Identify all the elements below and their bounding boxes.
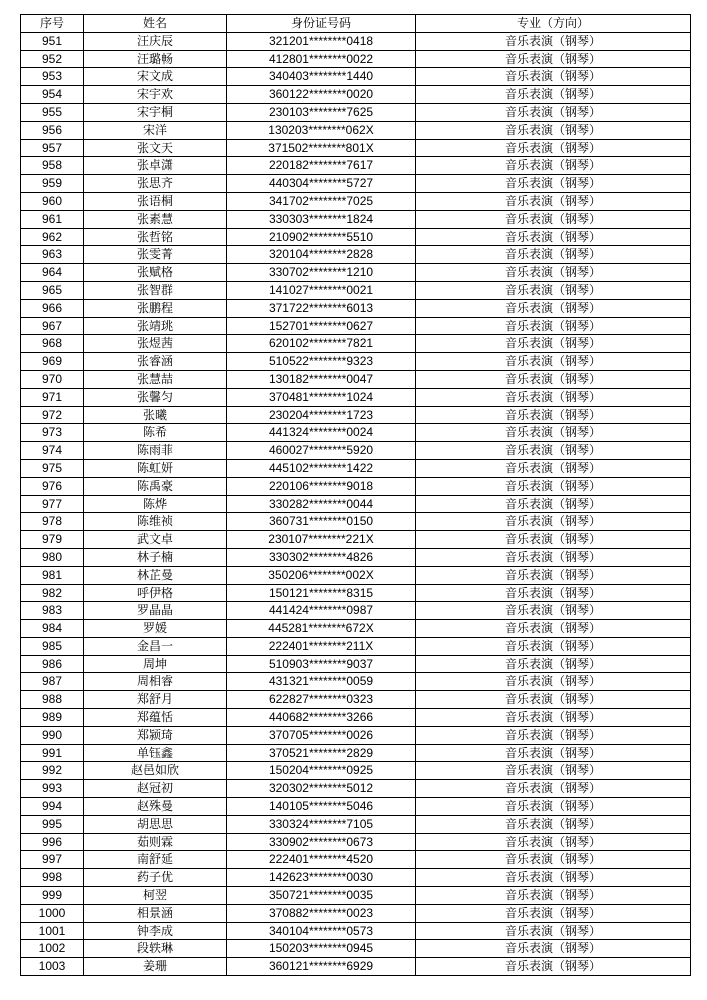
cell-name: 张靖珧 — [84, 317, 227, 335]
cell-major: 音乐表演（钢琴） — [416, 281, 691, 299]
cell-id-number: 340403********1440 — [227, 68, 416, 86]
cell-name: 单钰鑫 — [84, 744, 227, 762]
cell-seq: 960 — [21, 192, 84, 210]
cell-name: 陈维祯 — [84, 513, 227, 531]
cell-id-number: 441424********0987 — [227, 602, 416, 620]
cell-major: 音乐表演（钢琴） — [416, 620, 691, 638]
header-seq: 序号 — [21, 15, 84, 33]
table-row — [21, 655, 691, 673]
cell-id-number: 141027********0021 — [227, 281, 416, 299]
cell-seq: 998 — [21, 869, 84, 887]
cell-seq: 969 — [21, 353, 84, 371]
table-row — [21, 726, 691, 744]
cell-seq: 951 — [21, 32, 84, 50]
cell-name: 罗媛 — [84, 620, 227, 638]
cell-major: 音乐表演（钢琴） — [416, 353, 691, 371]
cell-major: 音乐表演（钢琴） — [416, 442, 691, 460]
cell-seq: 964 — [21, 264, 84, 282]
table-row — [21, 637, 691, 655]
table-row — [21, 370, 691, 388]
cell-id-number: 370882********0023 — [227, 904, 416, 922]
cell-seq: 1001 — [21, 922, 84, 940]
cell-name: 茹则霖 — [84, 833, 227, 851]
cell-name: 周相睿 — [84, 673, 227, 691]
cell-seq: 987 — [21, 673, 84, 691]
cell-id-number: 330702********1210 — [227, 264, 416, 282]
table-row — [21, 815, 691, 833]
cell-seq: 991 — [21, 744, 84, 762]
table-row — [21, 744, 691, 762]
table-row — [21, 50, 691, 68]
table-row — [21, 86, 691, 104]
table-body — [21, 32, 691, 975]
cell-major: 音乐表演（钢琴） — [416, 335, 691, 353]
cell-seq: 986 — [21, 655, 84, 673]
cell-name: 汪璐畅 — [84, 50, 227, 68]
table-row — [21, 851, 691, 869]
cell-major: 音乐表演（钢琴） — [416, 192, 691, 210]
cell-seq: 983 — [21, 602, 84, 620]
cell-seq: 953 — [21, 68, 84, 86]
cell-name: 南舒延 — [84, 851, 227, 869]
cell-major: 音乐表演（钢琴） — [416, 210, 691, 228]
cell-id-number: 360731********0150 — [227, 513, 416, 531]
cell-major: 音乐表演（钢琴） — [416, 50, 691, 68]
cell-seq: 967 — [21, 317, 84, 335]
cell-name: 柯翌 — [84, 887, 227, 905]
table-header-row — [21, 15, 691, 33]
cell-name: 张文天 — [84, 139, 227, 157]
cell-name: 张慧喆 — [84, 370, 227, 388]
cell-seq: 972 — [21, 406, 84, 424]
cell-seq: 1002 — [21, 940, 84, 958]
cell-major: 音乐表演（钢琴） — [416, 637, 691, 655]
cell-id-number: 140105********5046 — [227, 798, 416, 816]
cell-seq: 979 — [21, 531, 84, 549]
cell-id-number: 510903********9037 — [227, 655, 416, 673]
cell-name: 周坤 — [84, 655, 227, 673]
table-row — [21, 584, 691, 602]
cell-major: 音乐表演（钢琴） — [416, 691, 691, 709]
cell-seq: 955 — [21, 103, 84, 121]
cell-id-number: 320104********2828 — [227, 246, 416, 264]
cell-seq: 995 — [21, 815, 84, 833]
cell-name: 张睿涵 — [84, 353, 227, 371]
cell-seq: 957 — [21, 139, 84, 157]
table-row — [21, 566, 691, 584]
cell-seq: 952 — [21, 50, 84, 68]
cell-id-number: 370521********2829 — [227, 744, 416, 762]
cell-id-number: 360122********0020 — [227, 86, 416, 104]
cell-name: 赵邑如欣 — [84, 762, 227, 780]
cell-seq: 958 — [21, 157, 84, 175]
cell-name: 宋宇欢 — [84, 86, 227, 104]
cell-seq: 956 — [21, 121, 84, 139]
cell-seq: 982 — [21, 584, 84, 602]
table-row — [21, 762, 691, 780]
cell-major: 音乐表演（钢琴） — [416, 798, 691, 816]
cell-major: 音乐表演（钢琴） — [416, 317, 691, 335]
cell-id-number: 210902********5510 — [227, 228, 416, 246]
cell-seq: 985 — [21, 637, 84, 655]
table-row — [21, 459, 691, 477]
cell-major: 音乐表演（钢琴） — [416, 388, 691, 406]
cell-major: 音乐表演（钢琴） — [416, 655, 691, 673]
cell-name: 罗晶晶 — [84, 602, 227, 620]
cell-seq: 968 — [21, 335, 84, 353]
cell-name: 林子楠 — [84, 548, 227, 566]
table-row — [21, 353, 691, 371]
cell-id-number: 330303********1824 — [227, 210, 416, 228]
table-row — [21, 709, 691, 727]
cell-name: 郑蕴恬 — [84, 709, 227, 727]
table-row — [21, 887, 691, 905]
cell-name: 张馨匀 — [84, 388, 227, 406]
cell-id-number: 360121********6929 — [227, 958, 416, 976]
cell-id-number: 340104********0573 — [227, 922, 416, 940]
cell-seq: 975 — [21, 459, 84, 477]
cell-id-number: 230107********221X — [227, 531, 416, 549]
cell-major: 音乐表演（钢琴） — [416, 139, 691, 157]
table-row — [21, 620, 691, 638]
cell-id-number: 445281********672X — [227, 620, 416, 638]
cell-name: 陈烨 — [84, 495, 227, 513]
cell-seq: 962 — [21, 228, 84, 246]
table-row — [21, 317, 691, 335]
cell-name: 武文卓 — [84, 531, 227, 549]
table-row — [21, 157, 691, 175]
cell-major: 音乐表演（钢琴） — [416, 103, 691, 121]
cell-major: 音乐表演（钢琴） — [416, 940, 691, 958]
cell-name: 张思齐 — [84, 175, 227, 193]
cell-id-number: 440304********5727 — [227, 175, 416, 193]
cell-seq: 992 — [21, 762, 84, 780]
cell-seq: 980 — [21, 548, 84, 566]
table-row — [21, 299, 691, 317]
cell-name: 汪庆辰 — [84, 32, 227, 50]
cell-major: 音乐表演（钢琴） — [416, 887, 691, 905]
cell-seq: 1000 — [21, 904, 84, 922]
table-row — [21, 139, 691, 157]
cell-name: 金昌一 — [84, 637, 227, 655]
table-row — [21, 548, 691, 566]
cell-id-number: 445102********1422 — [227, 459, 416, 477]
cell-name: 林芷曼 — [84, 566, 227, 584]
table-row — [21, 228, 691, 246]
table-row — [21, 406, 691, 424]
table-row — [21, 904, 691, 922]
cell-major: 音乐表演（钢琴） — [416, 566, 691, 584]
cell-id-number: 620102********7821 — [227, 335, 416, 353]
cell-major: 音乐表演（钢琴） — [416, 780, 691, 798]
cell-major: 音乐表演（钢琴） — [416, 584, 691, 602]
cell-major: 音乐表演（钢琴） — [416, 121, 691, 139]
cell-name: 张语桐 — [84, 192, 227, 210]
cell-major: 音乐表演（钢琴） — [416, 246, 691, 264]
table-row — [21, 175, 691, 193]
cell-seq: 959 — [21, 175, 84, 193]
table-row — [21, 477, 691, 495]
table-row — [21, 103, 691, 121]
table-row — [21, 673, 691, 691]
cell-id-number: 370705********0026 — [227, 726, 416, 744]
cell-seq: 994 — [21, 798, 84, 816]
cell-seq: 977 — [21, 495, 84, 513]
cell-name: 张鹏程 — [84, 299, 227, 317]
cell-id-number: 150121********8315 — [227, 584, 416, 602]
table-row — [21, 192, 691, 210]
cell-name: 张煜茜 — [84, 335, 227, 353]
cell-id-number: 371502********801X — [227, 139, 416, 157]
cell-name: 姜珊 — [84, 958, 227, 976]
table-row — [21, 246, 691, 264]
table-row — [21, 442, 691, 460]
cell-seq: 973 — [21, 424, 84, 442]
table-row — [21, 940, 691, 958]
cell-name: 钟李成 — [84, 922, 227, 940]
table-row — [21, 798, 691, 816]
cell-name: 赵殊曼 — [84, 798, 227, 816]
cell-major: 音乐表演（钢琴） — [416, 406, 691, 424]
cell-id-number: 222401********211X — [227, 637, 416, 655]
cell-major: 音乐表演（钢琴） — [416, 157, 691, 175]
cell-name: 张曦 — [84, 406, 227, 424]
table-row — [21, 335, 691, 353]
cell-name: 呼伊格 — [84, 584, 227, 602]
cell-seq: 965 — [21, 281, 84, 299]
cell-major: 音乐表演（钢琴） — [416, 833, 691, 851]
cell-id-number: 622827********0323 — [227, 691, 416, 709]
cell-seq: 996 — [21, 833, 84, 851]
cell-major: 音乐表演（钢琴） — [416, 175, 691, 193]
cell-major: 音乐表演（钢琴） — [416, 299, 691, 317]
cell-name: 张智群 — [84, 281, 227, 299]
cell-major: 音乐表演（钢琴） — [416, 548, 691, 566]
cell-seq: 978 — [21, 513, 84, 531]
student-list-table — [20, 14, 691, 976]
cell-major: 音乐表演（钢琴） — [416, 68, 691, 86]
document-page — [20, 14, 686, 976]
cell-name: 陈禹豪 — [84, 477, 227, 495]
cell-seq: 966 — [21, 299, 84, 317]
cell-name: 郑颍琦 — [84, 726, 227, 744]
cell-id-number: 371722********6013 — [227, 299, 416, 317]
cell-major: 音乐表演（钢琴） — [416, 531, 691, 549]
cell-major: 音乐表演（钢琴） — [416, 264, 691, 282]
table-row — [21, 495, 691, 513]
cell-id-number: 341702********7025 — [227, 192, 416, 210]
table-row — [21, 281, 691, 299]
cell-major: 音乐表演（钢琴） — [416, 709, 691, 727]
cell-id-number: 220182********7617 — [227, 157, 416, 175]
cell-major: 音乐表演（钢琴） — [416, 673, 691, 691]
cell-name: 宋宇桐 — [84, 103, 227, 121]
table-row — [21, 424, 691, 442]
cell-seq: 997 — [21, 851, 84, 869]
cell-id-number: 320302********5012 — [227, 780, 416, 798]
cell-name: 张雯菁 — [84, 246, 227, 264]
cell-major: 音乐表演（钢琴） — [416, 904, 691, 922]
cell-id-number: 412801********0022 — [227, 50, 416, 68]
cell-major: 音乐表演（钢琴） — [416, 851, 691, 869]
cell-id-number: 431321********0059 — [227, 673, 416, 691]
cell-major: 音乐表演（钢琴） — [416, 459, 691, 477]
cell-id-number: 150204********0925 — [227, 762, 416, 780]
cell-id-number: 152701********0627 — [227, 317, 416, 335]
cell-seq: 961 — [21, 210, 84, 228]
cell-major: 音乐表演（钢琴） — [416, 815, 691, 833]
cell-major: 音乐表演（钢琴） — [416, 495, 691, 513]
table-row — [21, 121, 691, 139]
table-row — [21, 922, 691, 940]
table-row — [21, 833, 691, 851]
cell-id-number: 130203********062X — [227, 121, 416, 139]
cell-seq: 976 — [21, 477, 84, 495]
cell-name: 段轶琳 — [84, 940, 227, 958]
cell-id-number: 321201********0418 — [227, 32, 416, 50]
cell-name: 宋文成 — [84, 68, 227, 86]
cell-seq: 981 — [21, 566, 84, 584]
header-major: 专业（方向） — [416, 15, 691, 33]
cell-name: 郑舒月 — [84, 691, 227, 709]
header-name: 姓名 — [84, 15, 227, 33]
cell-seq: 1003 — [21, 958, 84, 976]
cell-seq: 984 — [21, 620, 84, 638]
table-row — [21, 531, 691, 549]
cell-name: 相景涵 — [84, 904, 227, 922]
table-row — [21, 958, 691, 976]
cell-major: 音乐表演（钢琴） — [416, 513, 691, 531]
cell-major: 音乐表演（钢琴） — [416, 370, 691, 388]
table-row — [21, 602, 691, 620]
cell-id-number: 230103********7625 — [227, 103, 416, 121]
cell-seq: 971 — [21, 388, 84, 406]
cell-name: 张卓潇 — [84, 157, 227, 175]
cell-major: 音乐表演（钢琴） — [416, 744, 691, 762]
cell-major: 音乐表演（钢琴） — [416, 32, 691, 50]
table-row — [21, 68, 691, 86]
cell-id-number: 130182********0047 — [227, 370, 416, 388]
cell-major: 音乐表演（钢琴） — [416, 424, 691, 442]
cell-seq: 999 — [21, 887, 84, 905]
cell-id-number: 330282********0044 — [227, 495, 416, 513]
cell-seq: 974 — [21, 442, 84, 460]
cell-major: 音乐表演（钢琴） — [416, 477, 691, 495]
cell-major: 音乐表演（钢琴） — [416, 726, 691, 744]
cell-id-number: 350721********0035 — [227, 887, 416, 905]
cell-id-number: 230204********1723 — [227, 406, 416, 424]
cell-name: 陈希 — [84, 424, 227, 442]
table-row — [21, 869, 691, 887]
cell-seq: 988 — [21, 691, 84, 709]
table-row — [21, 32, 691, 50]
cell-id-number: 150203********0945 — [227, 940, 416, 958]
cell-seq: 990 — [21, 726, 84, 744]
cell-name: 药子优 — [84, 869, 227, 887]
cell-name: 张哲铭 — [84, 228, 227, 246]
table-row — [21, 210, 691, 228]
cell-seq: 963 — [21, 246, 84, 264]
table-row — [21, 264, 691, 282]
cell-major: 音乐表演（钢琴） — [416, 869, 691, 887]
cell-major: 音乐表演（钢琴） — [416, 86, 691, 104]
cell-id-number: 350206********002X — [227, 566, 416, 584]
cell-major: 音乐表演（钢琴） — [416, 228, 691, 246]
table-row — [21, 691, 691, 709]
cell-name: 张素慧 — [84, 210, 227, 228]
cell-id-number: 330902********0673 — [227, 833, 416, 851]
cell-major: 音乐表演（钢琴） — [416, 958, 691, 976]
cell-id-number: 441324********0024 — [227, 424, 416, 442]
cell-id-number: 142623********0030 — [227, 869, 416, 887]
cell-id-number: 220106********9018 — [227, 477, 416, 495]
cell-id-number: 440682********3266 — [227, 709, 416, 727]
table-row — [21, 513, 691, 531]
cell-seq: 993 — [21, 780, 84, 798]
cell-seq: 989 — [21, 709, 84, 727]
cell-name: 张赋格 — [84, 264, 227, 282]
cell-id-number: 460027********5920 — [227, 442, 416, 460]
cell-name: 陈虹妍 — [84, 459, 227, 477]
cell-seq: 954 — [21, 86, 84, 104]
cell-id-number: 222401********4520 — [227, 851, 416, 869]
cell-id-number: 510522********9323 — [227, 353, 416, 371]
cell-seq: 970 — [21, 370, 84, 388]
cell-name: 陈雨菲 — [84, 442, 227, 460]
cell-id-number: 370481********1024 — [227, 388, 416, 406]
cell-major: 音乐表演（钢琴） — [416, 922, 691, 940]
cell-name: 宋洋 — [84, 121, 227, 139]
header-id-number: 身份证号码 — [227, 15, 416, 33]
cell-id-number: 330324********7105 — [227, 815, 416, 833]
cell-major: 音乐表演（钢琴） — [416, 762, 691, 780]
cell-major: 音乐表演（钢琴） — [416, 602, 691, 620]
cell-name: 赵冠初 — [84, 780, 227, 798]
cell-name: 胡思思 — [84, 815, 227, 833]
cell-id-number: 330302********4826 — [227, 548, 416, 566]
table-row — [21, 780, 691, 798]
table-row — [21, 388, 691, 406]
